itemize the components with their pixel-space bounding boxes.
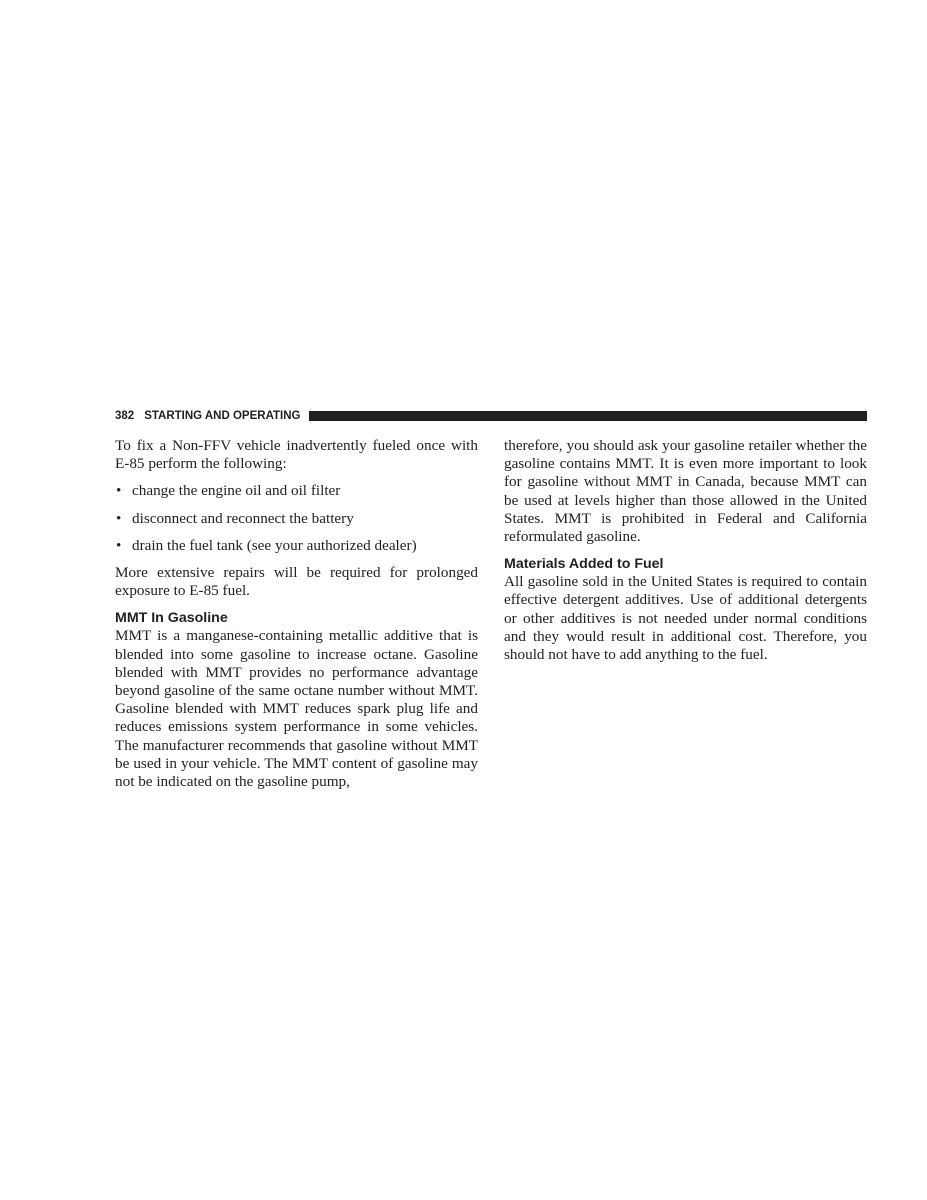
list-item: [115, 510, 478, 528]
page-number: 382: [115, 410, 135, 422]
right-column: [504, 437, 867, 673]
mmt-paragraph: MMT is a manganese-containing metallic additive that is blended into some gasoline to increase octane. Gasoline blended with MMT provides no performance advantage beyond gasoline of the same octane number without MMT. Gasoline blended with MMT reduces spark plug life and reduces emissions system performance in some vehicles. The manufacturer recommends that gasoline without MMT be used in your vehicle. The MMT content of gasoline may not be indicated on the gasoline pump,: [115, 627, 478, 791]
repairs-paragraph: More extensive repairs will be required for prolonged exposure to E-85 fuel.: [115, 564, 478, 600]
bullet-icon: •: [116, 536, 122, 554]
left-column: [115, 437, 478, 800]
mmt-heading: MMT In Gasoline: [115, 610, 228, 627]
list-item: [115, 537, 478, 555]
materials-paragraph: All gasoline sold in the United States is required to contain effective detergent additives. Use of additional detergents or other additives is not needed under normal conditions and they would result in additional cost. Therefore, you should not have to add anything to the fuel.: [504, 573, 867, 664]
page-header: [115, 408, 867, 424]
bullet-icon: •: [116, 482, 122, 500]
section-title: STARTING AND OPERATING: [144, 410, 301, 422]
list-item-text: disconnect and reconnect the battery: [132, 509, 354, 527]
list-item-text: change the engine oil and oil filter: [132, 482, 341, 500]
intro-paragraph: To fix a Non-FFV vehicle inadvertently fueled once with E-85 perform the following:: [115, 437, 478, 473]
mmt-continued-paragraph: therefore, you should ask your gasoline retailer whether the gasoline contains MMT. It is even more important to look for gasoline without MMT in Canada, because MMT can be used at levels higher than those allowed in the United States. MMT is prohibited in Federal and California reformulated gasoline.: [504, 437, 867, 546]
header-rule: [309, 411, 868, 421]
repair-steps-list: [115, 482, 478, 555]
materials-heading: Materials Added to Fuel: [504, 556, 664, 573]
list-item: [115, 482, 478, 500]
bullet-icon: •: [116, 509, 122, 527]
list-item-text: drain the fuel tank (see your authorized dealer): [132, 536, 417, 554]
